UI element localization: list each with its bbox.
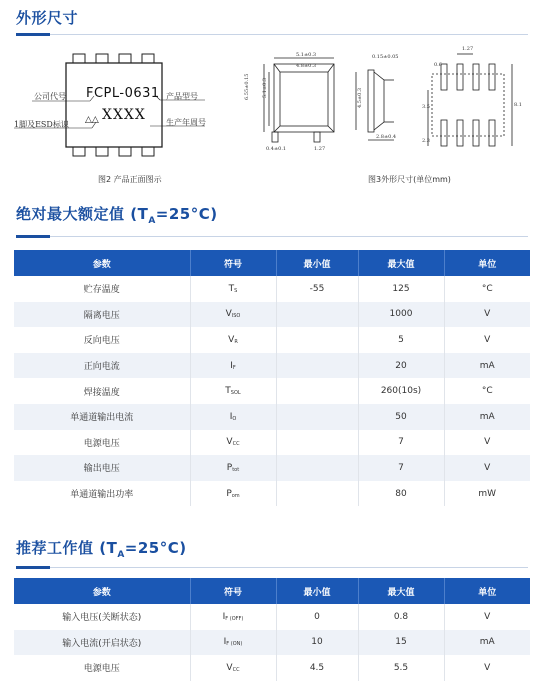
figure2-caption: 图2 产品正面图示 [98, 175, 162, 184]
cell-symbol [190, 481, 276, 507]
symbol-sub: SOL [230, 390, 241, 397]
title-main: 推荐工作值 (T [16, 539, 118, 557]
cell-unit: °C [481, 386, 493, 397]
cell-min: -55 [276, 276, 358, 302]
header-max: 最大值 [358, 578, 444, 604]
table-row [14, 378, 530, 404]
cell-max: 15 [358, 630, 444, 656]
dim-pin-bottom: 0.4±0.1 [266, 146, 287, 152]
cell-min [276, 353, 358, 379]
cell-max: 20 [358, 353, 444, 379]
symbol-sub: O [232, 415, 237, 422]
cell-symbol [190, 353, 276, 379]
header-unit: 单位 [444, 250, 530, 276]
table-row [14, 276, 530, 302]
table-row [14, 302, 530, 328]
dim-pitch-bottom: 1.27 [314, 146, 326, 152]
section-title-abs-max [16, 203, 218, 226]
title-tail: =25°C) [124, 539, 187, 557]
cell-symbol [190, 404, 276, 430]
dim-inner-width: 4.8±0.3 [296, 63, 317, 69]
cell-unit: V [484, 334, 491, 345]
cell-max: 260(10s) [358, 378, 444, 404]
cell-min: 4.5 [276, 655, 358, 681]
cell-param: 输入电流(开启状态) [14, 630, 190, 656]
cell-min [276, 404, 358, 430]
cell-unit: V [484, 662, 491, 673]
header-symbol: 符号 [190, 578, 276, 604]
cell-symbol [190, 630, 276, 656]
cell-symbol [190, 604, 276, 630]
figure-outline-dimensions [244, 44, 534, 170]
figure3-caption: 图3外形尺寸(单位mm) [368, 175, 451, 184]
dim-pad-len: 2.3 [422, 138, 430, 144]
symbol-main: T [225, 386, 231, 397]
dim-top-width: 5.1±0.3 [296, 52, 317, 58]
cell-param: 贮存温度 [14, 276, 190, 302]
cell-min [276, 378, 358, 404]
symbol-main: I [223, 637, 227, 648]
label-pin1-esd: 1脚及ESD标识 [14, 120, 69, 129]
cell-symbol [190, 276, 276, 302]
dim-height-inner: 5.1±0.3 [262, 77, 268, 98]
cell-max: 0.8 [358, 604, 444, 630]
cell-max: 5.5 [358, 655, 444, 681]
header-param: 参数 [14, 578, 190, 604]
rule-accent [16, 235, 50, 238]
cell-unit: mW [478, 488, 497, 499]
table-row [14, 430, 530, 456]
header-min: 最小值 [276, 250, 358, 276]
label-model: 产品型号 [166, 92, 198, 101]
cell-unit: V [444, 302, 530, 328]
title-sub: A [117, 550, 125, 560]
symbol-main: V [225, 309, 232, 320]
symbol-sub: F [232, 364, 236, 371]
symbol-main: P [226, 488, 232, 499]
dim-total-width: 8.1 [514, 102, 522, 108]
cell-max: 7 [358, 455, 444, 481]
chip-text: FCPL-0631 [86, 86, 160, 101]
cell-min [276, 481, 358, 507]
symbol-main: I [230, 360, 233, 371]
dim-pitch-top: 1.27 [462, 46, 474, 52]
cell-min [276, 327, 358, 353]
cell-max: 125 [358, 276, 444, 302]
header-symbol: 符号 [190, 250, 276, 276]
cell-unit: V [484, 611, 491, 622]
cell-min [276, 302, 358, 328]
cell-unit: mA [444, 630, 530, 656]
cell-max: 5 [358, 327, 444, 353]
cell-max: 1000 [358, 302, 444, 328]
cell-symbol [190, 655, 276, 681]
cell-unit: V [444, 455, 530, 481]
cell-min [276, 455, 358, 481]
dim-side-height: 4.5±0.3 [357, 87, 363, 108]
table-row [14, 404, 530, 430]
table-row [14, 630, 530, 656]
header-max: 最大值 [358, 250, 444, 276]
chip-marking: XXXX [102, 107, 146, 123]
symbol-main: P [226, 462, 233, 473]
symbol-main: I [222, 611, 226, 622]
section-title-outline [16, 7, 78, 28]
cell-max: 7 [358, 430, 444, 456]
symbol-sub: F (ON) [226, 641, 243, 648]
recommended-table [14, 578, 530, 681]
cell-param: 输入电压(关断状态) [14, 604, 190, 630]
cell-param: 输出电压 [14, 455, 190, 481]
header-min: 最小值 [276, 578, 358, 604]
symbol-sub: om [231, 492, 240, 499]
symbol-main: V [226, 662, 233, 673]
table-row [14, 604, 530, 630]
symbol-sub: S [234, 287, 238, 294]
cell-max: 50 [358, 404, 444, 430]
cell-min: 0 [276, 604, 358, 630]
cell-unit: °C [481, 283, 493, 294]
symbol-sub: CC [232, 666, 240, 673]
section-rule [16, 236, 528, 237]
table-header-row [14, 250, 530, 276]
dim-height-outer: 6.55±0.15 [244, 73, 250, 100]
cell-param: 单通道输出电流 [14, 404, 190, 430]
cell-symbol [190, 302, 276, 328]
cell-min [276, 430, 358, 456]
symbol-sub: F (OFF) [225, 615, 244, 622]
label-company: 公司代号 [34, 92, 66, 101]
cell-param: 正向电流 [14, 353, 190, 379]
symbol-main: V [228, 334, 235, 345]
symbol-sub: tot [232, 466, 240, 473]
abs-max-table [14, 250, 530, 506]
symbol-sub: ISO [231, 313, 241, 320]
cell-param: 电源电压 [14, 655, 190, 681]
rule-accent [16, 33, 50, 36]
section-rule [16, 34, 528, 35]
symbol-main: V [226, 437, 233, 448]
cell-param: 反向电压 [14, 327, 190, 353]
symbol-sub: CC [232, 441, 240, 448]
cell-unit: mA [444, 404, 530, 430]
dim-row-gap: 3.5 [422, 104, 430, 110]
table-row [14, 481, 530, 507]
cell-param: 隔离电压 [14, 302, 190, 328]
label-date: 生产年周号 [166, 118, 206, 127]
section-rule [16, 567, 528, 568]
dim-pad-width: 0.6 [434, 62, 442, 68]
section-title-text: 外形尺寸 [16, 9, 79, 27]
cell-unit: V [484, 437, 491, 448]
section-title-recommended [16, 537, 187, 560]
symbol-sub: R [234, 338, 238, 345]
cell-max: 80 [358, 481, 444, 507]
dim-side-top: 0.15±0.05 [372, 54, 399, 60]
table-row [14, 655, 530, 681]
title-sub: A [148, 216, 156, 226]
table-header-row [14, 578, 530, 604]
header-param: 参数 [14, 250, 190, 276]
warning-triangle-icon: △△ [85, 115, 99, 125]
symbol-main: I [229, 411, 233, 422]
cell-symbol [190, 378, 276, 404]
cell-unit: mA [444, 353, 530, 379]
table-row [14, 327, 530, 353]
cell-symbol [190, 455, 276, 481]
table-row [14, 353, 530, 379]
table-row [14, 455, 530, 481]
cell-param: 焊接温度 [14, 378, 190, 404]
cell-symbol [190, 327, 276, 353]
cell-param: 单通道输出功率 [14, 481, 190, 507]
cell-param: 电源电压 [14, 430, 190, 456]
rule-accent [16, 566, 50, 569]
cell-min: 10 [276, 630, 358, 656]
dim-side-bottom: 2.8±0.4 [376, 134, 397, 140]
cell-symbol [190, 430, 276, 456]
title-tail: =25°C) [155, 205, 218, 223]
header-unit: 单位 [444, 578, 530, 604]
title-main: 绝对最大额定值 (T [16, 205, 149, 223]
symbol-main: T [228, 283, 235, 294]
